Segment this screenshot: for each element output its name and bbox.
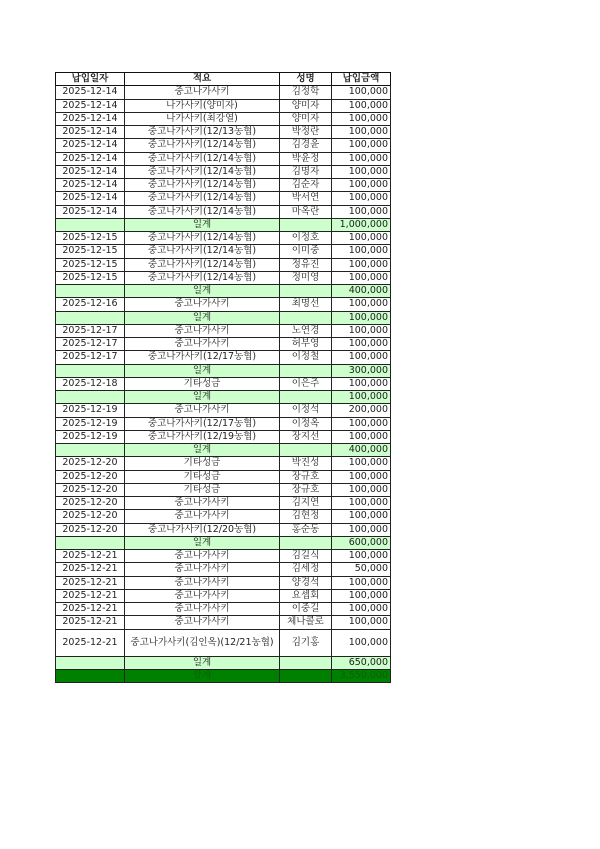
amount-cell: 100,000	[332, 152, 391, 165]
amount-cell: 100,000	[332, 629, 391, 656]
date-cell	[56, 311, 125, 324]
description-cell: 나가사키(양미자)	[125, 99, 280, 112]
date-cell: 2025-12-14	[56, 205, 125, 218]
name-cell: 정유진	[280, 258, 332, 271]
date-cell: 2025-12-15	[56, 232, 125, 245]
name-cell: 마옥란	[280, 205, 332, 218]
amount-cell: 50,000	[332, 563, 391, 576]
description-cell: 중고나가사키(12/14농협)	[125, 165, 280, 178]
table-row	[56, 563, 391, 576]
subtotal-row	[56, 391, 391, 404]
table-row	[56, 324, 391, 337]
amount-cell: 100,000	[332, 523, 391, 536]
name-cell: 양경석	[280, 576, 332, 589]
description-cell: 중고나가사키	[125, 338, 280, 351]
table-row	[56, 417, 391, 430]
description-cell: 중고나가사키(김인옥)(12/21농협)	[125, 629, 280, 656]
amount-cell: 100,000	[332, 179, 391, 192]
name-cell: 김순자	[280, 179, 332, 192]
table-row	[56, 523, 391, 536]
table-row	[56, 470, 391, 483]
date-cell: 2025-12-15	[56, 271, 125, 284]
date-cell: 2025-12-19	[56, 417, 125, 430]
description-cell: 중고나가사키	[125, 298, 280, 311]
description-cell: 기타성금	[125, 483, 280, 496]
description-cell: 중고나가사키	[125, 589, 280, 602]
amount-cell: 1,000,000	[332, 218, 391, 231]
date-cell: 2025-12-18	[56, 377, 125, 390]
name-cell: 장규호	[280, 483, 332, 496]
table-row	[56, 152, 391, 165]
description-cell: 중고나가사키	[125, 616, 280, 629]
table-row	[56, 629, 391, 656]
description-cell: 일계	[125, 536, 280, 549]
name-cell	[280, 218, 332, 231]
amount-cell: 100,000	[332, 324, 391, 337]
description-cell: 중고나가사키(12/13농협)	[125, 126, 280, 139]
name-cell	[280, 311, 332, 324]
description-cell: 일계	[125, 218, 280, 231]
name-cell: 양미자	[280, 112, 332, 125]
description-cell: 일계	[125, 364, 280, 377]
name-cell: 김길식	[280, 550, 332, 563]
description-cell: 중고나가사키	[125, 510, 280, 523]
table-row	[56, 232, 391, 245]
date-cell: 2025-12-19	[56, 430, 125, 443]
name-cell: 이정호	[280, 232, 332, 245]
date-cell	[56, 669, 125, 682]
description-cell: 일계	[125, 391, 280, 404]
subtotal-row	[56, 444, 391, 457]
date-cell: 2025-12-15	[56, 245, 125, 258]
date-cell	[56, 285, 125, 298]
amount-cell: 100,000	[332, 417, 391, 430]
amount-cell: 300,000	[332, 364, 391, 377]
table-row	[56, 338, 391, 351]
amount-cell: 100,000	[332, 470, 391, 483]
description-cell: 중고나가사키	[125, 324, 280, 337]
amount-cell: 100,000	[332, 99, 391, 112]
date-cell: 2025-12-14	[56, 192, 125, 205]
name-cell: 김경윤	[280, 139, 332, 152]
description-cell: 중고나가사키(12/14농협)	[125, 152, 280, 165]
description-cell: 중고나가사키(12/17농협)	[125, 417, 280, 430]
description-cell: 중고나가사키	[125, 603, 280, 616]
date-cell: 2025-12-21	[56, 563, 125, 576]
name-cell: 박윤정	[280, 152, 332, 165]
date-cell: 2025-12-21	[56, 576, 125, 589]
description-cell: 중고나가사키(12/19농협)	[125, 430, 280, 443]
grand-total-row	[56, 669, 391, 682]
name-cell	[280, 285, 332, 298]
amount-cell: 100,000	[332, 603, 391, 616]
date-cell: 2025-12-21	[56, 589, 125, 602]
description-cell: 중고나가사키	[125, 563, 280, 576]
date-cell: 2025-12-20	[56, 457, 125, 470]
table-row	[56, 377, 391, 390]
table-row	[56, 457, 391, 470]
table-row	[56, 298, 391, 311]
amount-cell: 100,000	[332, 126, 391, 139]
amount-cell: 100,000	[332, 245, 391, 258]
amount-cell: 100,000	[332, 497, 391, 510]
name-cell	[280, 364, 332, 377]
table-row	[56, 139, 391, 152]
amount-cell: 100,000	[332, 311, 391, 324]
table-row	[56, 576, 391, 589]
name-cell: 노연경	[280, 324, 332, 337]
amount-cell: 100,000	[332, 351, 391, 364]
table-row	[56, 550, 391, 563]
amount-cell: 100,000	[332, 112, 391, 125]
subtotal-row	[56, 364, 391, 377]
table-row	[56, 165, 391, 178]
table-row	[56, 483, 391, 496]
description-cell: 중고나가사키(12/14농협)	[125, 139, 280, 152]
amount-cell: 400,000	[332, 444, 391, 457]
description-cell: 중고나가사키	[125, 550, 280, 563]
date-cell: 2025-12-14	[56, 86, 125, 99]
subtotal-row	[56, 311, 391, 324]
amount-cell: 400,000	[332, 285, 391, 298]
description-cell: 나가사키(최강열)	[125, 112, 280, 125]
header-amount: 납입금액	[332, 73, 391, 86]
date-cell: 2025-12-14	[56, 126, 125, 139]
description-cell: 중고나가사키	[125, 497, 280, 510]
table-row	[56, 192, 391, 205]
amount-cell: 100,000	[332, 338, 391, 351]
name-cell: 이정철	[280, 351, 332, 364]
name-cell	[280, 669, 332, 682]
description-cell: 중고나가사키(12/14농협)	[125, 232, 280, 245]
description-cell: 일계	[125, 311, 280, 324]
amount-cell: 650,000	[332, 656, 391, 669]
table-row	[56, 179, 391, 192]
amount-cell: 100,000	[332, 589, 391, 602]
name-cell: 이미중	[280, 245, 332, 258]
name-cell: 요셉회	[280, 589, 332, 602]
amount-cell: 3,550,000	[332, 669, 391, 682]
table-row	[56, 510, 391, 523]
table-row	[56, 616, 391, 629]
date-cell: 2025-12-17	[56, 324, 125, 337]
table-row	[56, 430, 391, 443]
name-cell: 김기홍	[280, 629, 332, 656]
name-cell: 체나콜로	[280, 616, 332, 629]
date-cell: 2025-12-20	[56, 523, 125, 536]
name-cell: 최명선	[280, 298, 332, 311]
description-cell: 중고나가사키	[125, 86, 280, 99]
name-cell: 김지연	[280, 497, 332, 510]
description-cell: 일계	[125, 656, 280, 669]
description-cell: 일계	[125, 285, 280, 298]
name-cell	[280, 444, 332, 457]
date-cell: 2025-12-14	[56, 179, 125, 192]
description-cell: 기타성금	[125, 457, 280, 470]
description-cell: 중고나가사키(12/17농협)	[125, 351, 280, 364]
name-cell: 박정란	[280, 126, 332, 139]
table-row	[56, 245, 391, 258]
name-cell: 장지선	[280, 430, 332, 443]
header-description: 적요	[125, 73, 280, 86]
name-cell: 정미영	[280, 271, 332, 284]
date-cell	[56, 391, 125, 404]
date-cell: 2025-12-14	[56, 152, 125, 165]
name-cell: 이정석	[280, 404, 332, 417]
name-cell	[280, 391, 332, 404]
amount-cell: 600,000	[332, 536, 391, 549]
table-row	[56, 99, 391, 112]
date-cell	[56, 364, 125, 377]
table-row	[56, 258, 391, 271]
date-cell: 2025-12-15	[56, 258, 125, 271]
amount-cell: 100,000	[332, 165, 391, 178]
amount-cell: 100,000	[332, 86, 391, 99]
table-row	[56, 86, 391, 99]
date-cell: 2025-12-21	[56, 603, 125, 616]
description-cell: 기타성금	[125, 470, 280, 483]
table-row	[56, 404, 391, 417]
date-cell: 2025-12-20	[56, 510, 125, 523]
name-cell	[280, 656, 332, 669]
amount-cell: 100,000	[332, 616, 391, 629]
amount-cell: 100,000	[332, 192, 391, 205]
date-cell: 2025-12-19	[56, 404, 125, 417]
amount-cell: 200,000	[332, 404, 391, 417]
amount-cell: 100,000	[332, 205, 391, 218]
table-row	[56, 603, 391, 616]
amount-cell: 100,000	[332, 232, 391, 245]
date-cell: 2025-12-17	[56, 338, 125, 351]
date-cell: 2025-12-16	[56, 298, 125, 311]
name-cell: 박진성	[280, 457, 332, 470]
name-cell: 이은주	[280, 377, 332, 390]
name-cell: 김명자	[280, 165, 332, 178]
description-cell: 중고나가사키(12/14농협)	[125, 192, 280, 205]
subtotal-row	[56, 536, 391, 549]
amount-cell: 100,000	[332, 576, 391, 589]
name-cell: 김현정	[280, 510, 332, 523]
description-cell: 중고나가사키(12/14농협)	[125, 258, 280, 271]
amount-cell: 100,000	[332, 271, 391, 284]
date-cell: 2025-12-21	[56, 629, 125, 656]
description-cell: 중고나가사키(12/20농협)	[125, 523, 280, 536]
description-cell: 중고나가사키(12/14농협)	[125, 245, 280, 258]
name-cell: 양미자	[280, 99, 332, 112]
date-cell: 2025-12-14	[56, 139, 125, 152]
amount-cell: 100,000	[332, 483, 391, 496]
date-cell: 2025-12-20	[56, 470, 125, 483]
description-cell: 합계	[125, 669, 280, 682]
date-cell: 2025-12-17	[56, 351, 125, 364]
date-cell: 2025-12-14	[56, 99, 125, 112]
date-cell: 2025-12-14	[56, 112, 125, 125]
name-cell: 이정옥	[280, 417, 332, 430]
table-row	[56, 271, 391, 284]
header-date: 납입일자	[56, 73, 125, 86]
date-cell: 2025-12-20	[56, 497, 125, 510]
amount-cell: 100,000	[332, 391, 391, 404]
subtotal-row	[56, 285, 391, 298]
header-row	[56, 73, 391, 86]
amount-cell: 100,000	[332, 457, 391, 470]
date-cell: 2025-12-21	[56, 616, 125, 629]
donation-ledger-table	[55, 72, 391, 683]
description-cell: 중고나가사키	[125, 404, 280, 417]
description-cell: 중고나가사키(12/14농협)	[125, 271, 280, 284]
amount-cell: 100,000	[332, 139, 391, 152]
description-cell: 일계	[125, 444, 280, 457]
date-cell: 2025-12-14	[56, 165, 125, 178]
name-cell: 장규호	[280, 470, 332, 483]
date-cell: 2025-12-21	[56, 550, 125, 563]
description-cell: 기타성금	[125, 377, 280, 390]
table-row	[56, 351, 391, 364]
name-cell: 허부영	[280, 338, 332, 351]
name-cell: 박서연	[280, 192, 332, 205]
date-cell	[56, 536, 125, 549]
description-cell: 중고나가사키(12/14농협)	[125, 179, 280, 192]
description-cell: 중고나가사키(12/14농협)	[125, 205, 280, 218]
header-name: 성명	[280, 73, 332, 86]
name-cell: 김정학	[280, 86, 332, 99]
amount-cell: 100,000	[332, 510, 391, 523]
amount-cell: 100,000	[332, 258, 391, 271]
amount-cell: 100,000	[332, 550, 391, 563]
date-cell	[56, 444, 125, 457]
table-row	[56, 112, 391, 125]
date-cell: 2025-12-20	[56, 483, 125, 496]
amount-cell: 100,000	[332, 377, 391, 390]
date-cell	[56, 218, 125, 231]
table-row	[56, 497, 391, 510]
name-cell: 김세정	[280, 563, 332, 576]
description-cell: 중고나가사키	[125, 576, 280, 589]
table-row	[56, 589, 391, 602]
subtotal-row	[56, 218, 391, 231]
name-cell	[280, 536, 332, 549]
table-row	[56, 126, 391, 139]
subtotal-row	[56, 656, 391, 669]
table-row	[56, 205, 391, 218]
name-cell: 이중길	[280, 603, 332, 616]
amount-cell: 100,000	[332, 430, 391, 443]
date-cell	[56, 656, 125, 669]
amount-cell: 100,000	[332, 298, 391, 311]
name-cell: 홍순동	[280, 523, 332, 536]
